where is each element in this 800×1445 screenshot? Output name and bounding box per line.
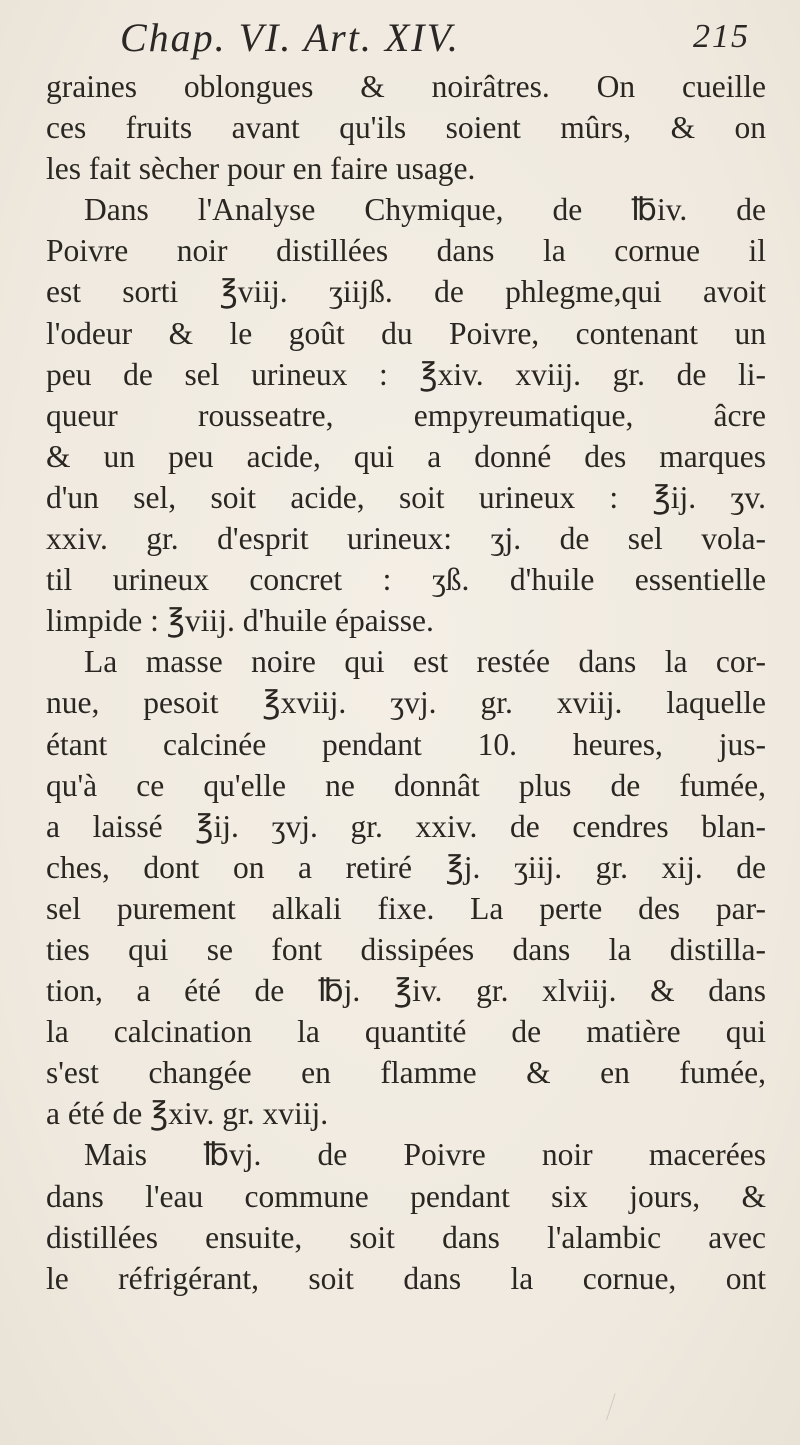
text-line: le réfrigérant, soit dans la cornue, ont: [46, 1260, 766, 1296]
text-line: Poivre noir distillées dans la cornue il: [46, 233, 766, 269]
text-line: til urineux concret : ʒß. d'huile essentielle: [46, 562, 766, 598]
text-line: ties qui se font dissipées dans la distilla-: [46, 931, 766, 967]
text-line: dans l'eau commune pendant six jours, &: [46, 1178, 766, 1214]
text-line: tion, a été de ℔j. ℥iv. gr. xlviij. & dans: [46, 973, 766, 1009]
text-line: nue, pesoit ℥xviij. ʒvj. gr. xviij. laquelle: [46, 685, 766, 721]
text-line: qu'à ce qu'elle ne donnât plus de fumée,: [46, 767, 766, 803]
text-line: peu de sel urineux : ℥xiv. xviij. gr. de li-: [46, 356, 766, 392]
text-line: est sorti ℥viij. ʒiijß. de phlegme,qui avoit: [46, 274, 766, 310]
paragraph-start-line: Dans l'Analyse Chymique, de ℔iv. de: [84, 192, 766, 228]
text-line: étant calcinée pendant 10. heures, jus-: [46, 726, 766, 762]
body-text: [46, 66, 766, 1299]
text-line: & un peu acide, qui a donné des marques: [46, 438, 766, 474]
text-line: ces fruits avant qu'ils soient mûrs, & on: [46, 110, 766, 146]
text-line: xxiv. gr. d'esprit urineux: ʒj. de sel vola-: [46, 521, 766, 557]
paragraph-start-line: La masse noire qui est restée dans la cor-: [84, 644, 766, 680]
text-line: les fait sècher pour en faire usage.: [46, 151, 476, 187]
text-line: sel purement alkali fixe. La perte des par-: [46, 890, 766, 926]
page-number: 215: [693, 18, 750, 55]
text-line: graines oblongues & noirâtres. On cueille: [46, 69, 766, 104]
paragraph-start-line: Mais ℔vj. de Poivre noir macerées: [84, 1137, 766, 1173]
paper-mark: [606, 1393, 629, 1424]
text-line: s'est changée en flamme & en fumée,: [46, 1055, 766, 1091]
text-line: la calcination la quantité de matière qui: [46, 1014, 766, 1050]
text-line: queur rousseatre, empyreumatique, âcre: [46, 397, 766, 433]
text-line: a laissé ℥ij. ʒvj. gr. xxiv. de cendres blan-: [46, 808, 766, 844]
text-line: l'odeur & le goût du Poivre, contenant un: [46, 315, 766, 351]
text-line: a été de ℥xiv. gr. xviij.: [46, 1096, 329, 1132]
text-line: ches, dont on a retiré ℥j. ʒiij. gr. xij. de: [46, 849, 766, 885]
text-line: distillées ensuite, soit dans l'alambic avec: [46, 1219, 766, 1255]
chapter-article-heading: Chap. VI. Art. XIV.: [120, 15, 460, 60]
text-line: limpide : ℥viij. d'huile épaisse.: [46, 603, 434, 639]
running-head: [120, 14, 750, 70]
text-line: d'un sel, soit acide, soit urineux : ℥ij. ʒv.: [46, 479, 766, 515]
